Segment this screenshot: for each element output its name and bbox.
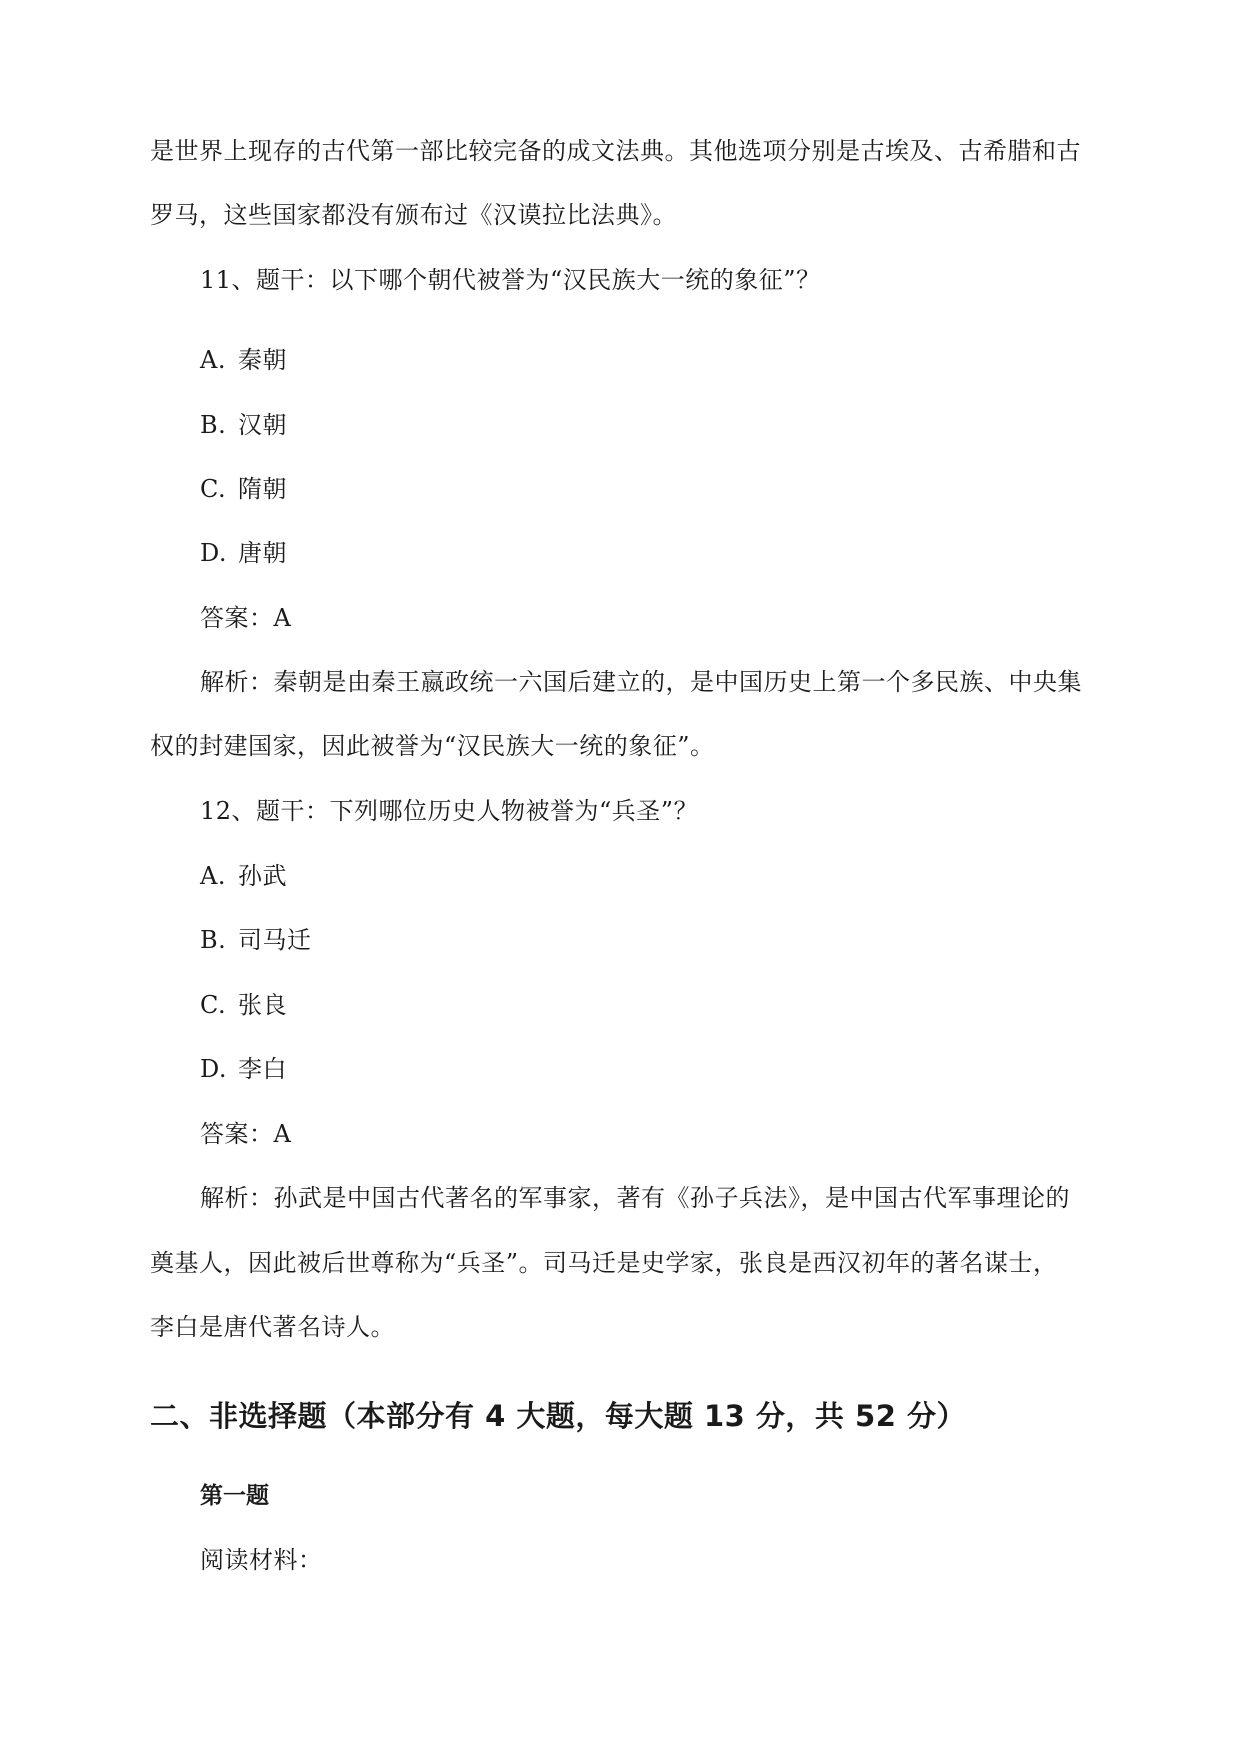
prev-explanation-line-1: 是世界上现存的古代第一部比较完备的成文法典。其他选项分别是古埃及、古希腊和古 <box>150 137 1081 165</box>
question-12-option-c <box>200 990 287 1020</box>
prev-explanation-line-2: 罗马，这些国家都没有颁布过《汉谟拉比法典》。 <box>150 201 677 229</box>
option-text: 秦朝 <box>238 346 287 374</box>
option-text: 司马迁 <box>238 926 312 954</box>
reading-material-label: 阅读材料： <box>200 1546 323 1574</box>
option-letter: C. <box>200 475 227 503</box>
section-2-heading: 二、非选择题（本部分有 4 大题，每大题 13 分，共 52 分） <box>150 1399 966 1433</box>
question-12-analysis-line-2: 奠基人，因此被后世尊称为“兵圣”。司马迁是史学家，张良是西汉初年的著名谋士， <box>150 1249 1058 1277</box>
option-text: 汉朝 <box>238 411 287 439</box>
question-11-stem: 11、题干：以下哪个朝代被誉为“汉民族大一统的象征”？ <box>200 266 821 294</box>
option-text: 唐朝 <box>238 539 287 567</box>
first-question-title: 第一题 <box>200 1483 269 1509</box>
question-11-analysis-line-2: 权的封建国家，因此被誉为“汉民族大一统的象征”。 <box>150 732 715 760</box>
option-letter: B. <box>200 926 227 954</box>
option-text: 隋朝 <box>238 475 287 503</box>
option-letter: B. <box>200 411 227 439</box>
question-11-analysis-line-1: 解析：秦朝是由秦王嬴政统一六国后建立的，是中国历史上第一个多民族、中央集 <box>200 668 1082 696</box>
question-11-option-a <box>200 345 287 375</box>
option-text: 李白 <box>238 1055 287 1083</box>
question-12-option-b <box>200 925 312 955</box>
option-letter: A. <box>200 346 226 374</box>
option-letter: D. <box>200 1055 228 1083</box>
question-11-option-b <box>200 410 287 440</box>
option-letter: D. <box>200 539 228 567</box>
question-12-option-d <box>200 1054 287 1084</box>
option-text: 张良 <box>238 991 287 1019</box>
question-12-analysis-line-1: 解析：孙武是中国古代著名的军事家，著有《孙子兵法》，是中国古代军事理论的 <box>200 1184 1070 1212</box>
question-11-option-d <box>200 538 287 568</box>
question-11-option-c <box>200 474 287 504</box>
question-11-answer: 答案：A <box>200 604 292 632</box>
question-12-answer: 答案：A <box>200 1120 292 1148</box>
question-12-option-a <box>200 861 287 891</box>
question-12-analysis-line-3: 李白是唐代著名诗人。 <box>150 1313 395 1341</box>
option-letter: C. <box>200 991 227 1019</box>
question-12-stem: 12、题干：下列哪位历史人物被誉为“兵圣”？ <box>200 797 699 825</box>
option-letter: A. <box>200 862 226 890</box>
option-text: 孙武 <box>238 862 287 890</box>
